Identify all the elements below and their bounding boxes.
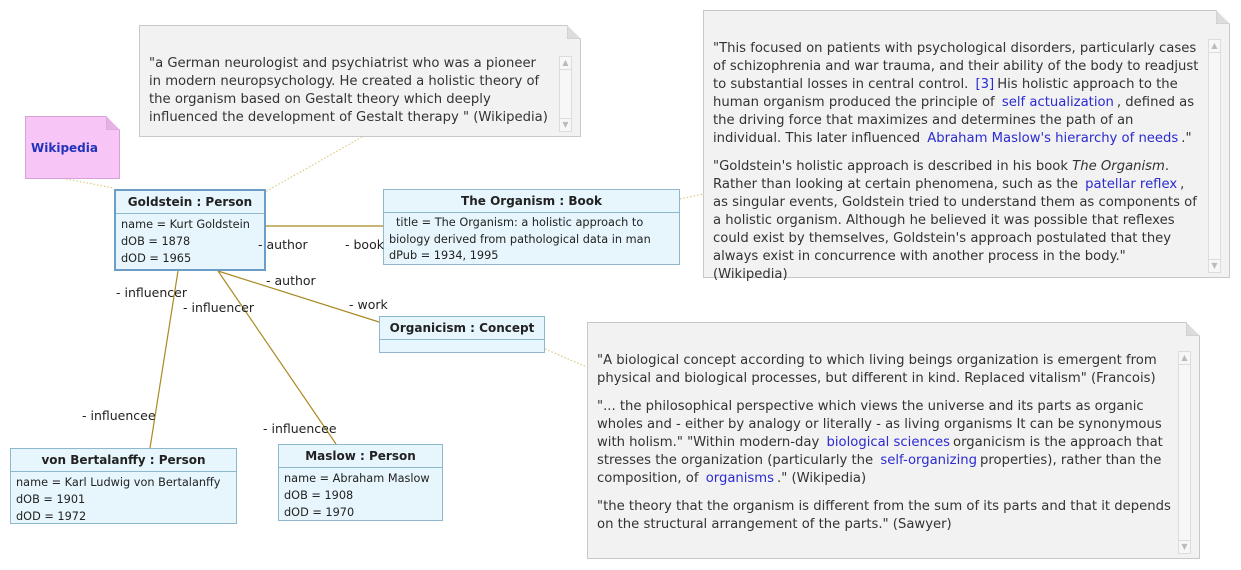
note-text: . Rather than looking at certain phenomena, such as the [713, 159, 1170, 192]
role-book: - book [345, 237, 384, 252]
role-work: - work [349, 297, 388, 312]
attr-dod: dOD = 1972 [16, 510, 87, 523]
class-bertalanffy-person[interactable] [10, 448, 237, 524]
attr-dod: dOD = 1970 [284, 506, 355, 519]
anchor-note-book [680, 194, 703, 199]
link-organisms[interactable]: organisms [705, 471, 775, 486]
note-text: "This focused on patients with psychological disorders, particularly cases of schizophrenia and war trauma, and their ability of the body to readjust to substantial losses in central control. [713, 41, 1199, 92]
anchor-wikipedia-goldstein [66, 179, 114, 188]
note-scrollbar[interactable] [1208, 39, 1221, 273]
note-text: , as singular events, Goldstein tried to understand them as components of a holistic organism. Although he believed it was possible that reflexes could exist by themselves, Goldstein's approach postulated that they always exist in concurrence with another process in the body." (Wikipedia) [713, 177, 1197, 282]
note-paragraph-2 [713, 158, 1201, 284]
note-text: ." (Wikipedia) [777, 471, 867, 486]
class-organicism-concept[interactable] [379, 316, 545, 353]
link-biological-sciences[interactable]: biological sciences [826, 435, 951, 450]
note-fold-corner [1216, 10, 1230, 24]
note-organicism-description[interactable] [587, 322, 1200, 559]
note-text: "Goldstein's holistic approach is described in his book [713, 159, 1068, 174]
note-text: ." [1181, 131, 1192, 146]
anchor-note-goldstein [265, 137, 362, 192]
note-fold-corner [106, 116, 120, 130]
note-paragraph-1: "A biological concept according to which living beings organization is emergent from physical and biological processes, but different in kind. Replaced vitalism" (Francois) [597, 353, 1157, 386]
attr-dod: dOD = 1965 [121, 252, 192, 265]
class-title: Organicism : Concept [380, 317, 544, 340]
role-author-work: - author [266, 273, 316, 288]
note-scrollbar[interactable] [559, 56, 572, 132]
wikipedia-note[interactable] [25, 116, 120, 179]
link-patellar-reflex[interactable]: patellar reflex [1085, 177, 1178, 192]
wikipedia-label[interactable]: Wikipedia [31, 141, 98, 155]
note-text: "a German neurologist and psychiatrist who was a pioneer in modern neuropsychology. He created a holistic theory of the organism based on Gestalt theory which deeply influenced the development of Gestalt therapy " (Wikipedia) [149, 56, 548, 125]
attr-title: title = The Organism: a holistic approach to [396, 216, 644, 229]
book-title-italic: The Organism [1072, 159, 1165, 174]
attr-title-cont: biology derived from pathological data in man [389, 232, 651, 246]
class-maslow-person[interactable] [278, 444, 443, 521]
class-goldstein-person[interactable] [114, 189, 266, 271]
role-author-book: - author [258, 237, 308, 252]
class-organism-book[interactable] [383, 189, 680, 265]
link-self-organizing[interactable]: self-organizing [880, 453, 977, 468]
note-text: organicism is the approach that stresses the organization (particularly the [597, 435, 1163, 468]
note-goldstein-description[interactable] [139, 25, 581, 137]
note-book-description[interactable] [703, 10, 1230, 282]
class-title: Maslow : Person [279, 445, 442, 468]
anchor-note-organicism [545, 349, 587, 367]
scroll-up-icon[interactable]: ▲ [560, 57, 571, 70]
scroll-down-icon[interactable]: ▼ [1209, 259, 1220, 272]
scroll-up-icon[interactable]: ▲ [1179, 352, 1190, 365]
citation-link[interactable]: [3] [975, 77, 995, 92]
scroll-down-icon[interactable]: ▼ [560, 118, 571, 131]
link-goldstein-maslow[interactable] [218, 271, 336, 444]
scroll-up-icon[interactable]: ▲ [1209, 40, 1220, 53]
role-influencer-maslow: - influencer [183, 300, 254, 315]
note-text: His holistic approach to the human organism produced the principle of [713, 77, 1178, 110]
note-text: , defined as the driving force that maximizes and determines the path of an individual. This later influenced [713, 95, 1195, 146]
class-title: von Bertalanffy : Person [11, 449, 236, 472]
link-maslow-hierarchy[interactable]: Abraham Maslow's hierarchy of needs [927, 131, 1179, 146]
note-text: "... the philosophical perspective which views the universe and its parts as organic wholes and - either by analogy or literally - as living organisms It can be synonymous with holism." "Within modern-day [597, 399, 1162, 450]
note-paragraph-3: "the theory that the organism is different from the sum of its parts and that it depends on the structural arrangement of the parts." (Sawyer) [597, 499, 1171, 532]
note-fold-corner [567, 25, 581, 39]
note-text: properties), rather than the composition, of [597, 453, 1162, 486]
scroll-down-icon[interactable]: ▼ [1179, 540, 1190, 553]
link-self-actualization[interactable]: self actualization [1001, 95, 1114, 110]
role-influencee-maslow: - influencee [263, 421, 337, 436]
attr-dob: dOB = 1901 [16, 493, 86, 506]
attr-name: name = Karl Ludwig von Bertalanffy [16, 476, 221, 489]
note-fold-corner [1186, 322, 1200, 336]
role-influencee-bertalanffy: - influencee [82, 408, 156, 423]
note-paragraph-1 [713, 40, 1201, 148]
attr-name: name = Kurt Goldstein [121, 218, 250, 231]
class-title: The Organism : Book [384, 190, 679, 213]
class-title: Goldstein : Person [116, 191, 264, 214]
role-influencer-bertalanffy: - influencer [116, 285, 187, 300]
attr-dob: dOB = 1878 [121, 235, 191, 248]
attr-name: name = Abraham Maslow [284, 472, 430, 485]
attr-dob: dOB = 1908 [284, 489, 354, 502]
note-scrollbar[interactable] [1178, 351, 1191, 554]
attr-dpub: dPub = 1934, 1995 [389, 249, 499, 262]
note-paragraph-2 [597, 398, 1171, 488]
